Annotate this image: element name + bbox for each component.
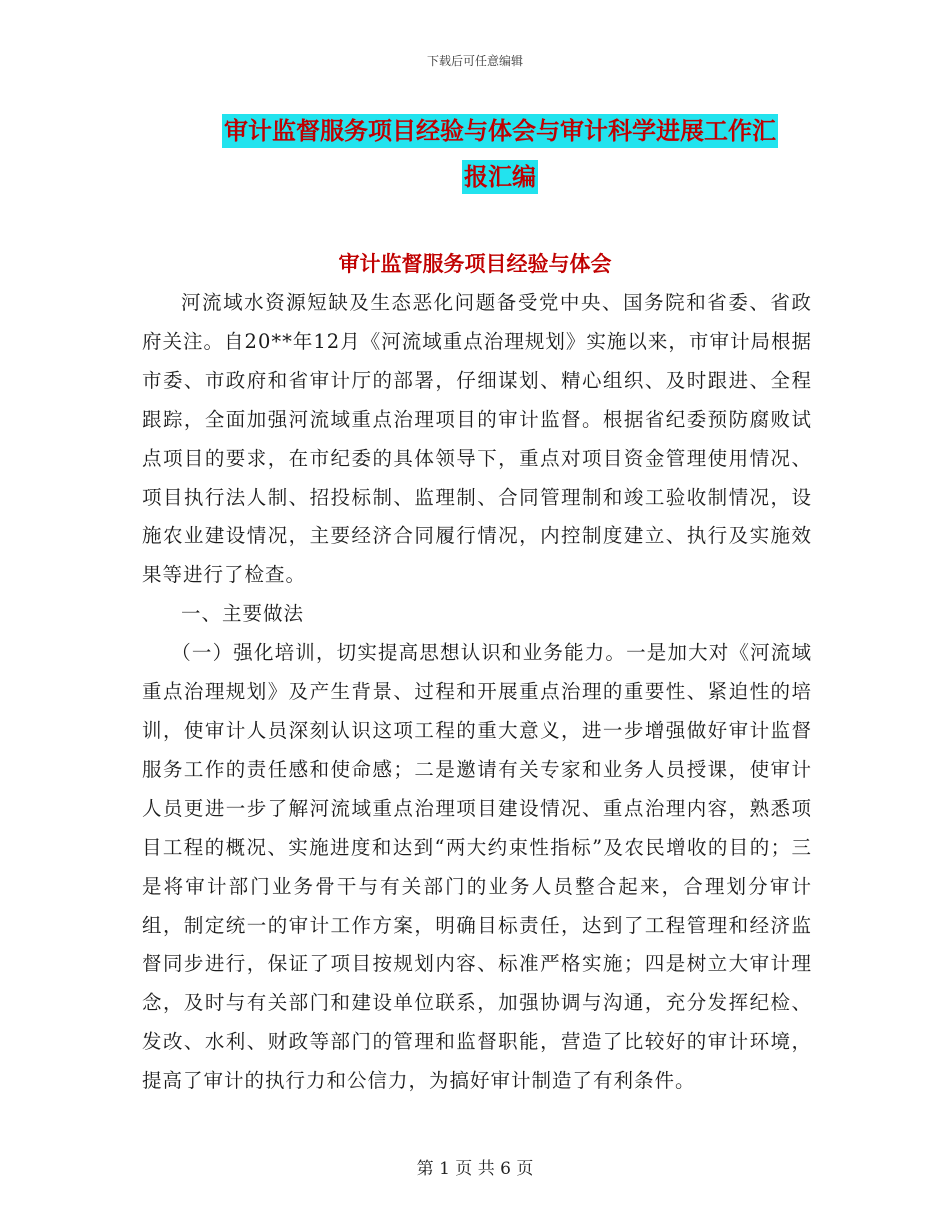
main-title xyxy=(190,108,810,200)
document-body xyxy=(142,284,812,1101)
header-note: 下载后可任意编辑 xyxy=(426,54,523,68)
paragraph-intro: 河流域水资源短缺及生态恶化问题备受党中央、国务院和省委、省政府关注。自20**年12月《河流域重点治理规划》实施以来，市审计局根据市委、市政府和省审计厅的部署，仔细谋划、精心组织、及时跟进、全程跟踪，全面加强河流域重点治理项目的审计监督。根据省纪委预防腐败试点项目的要求，在市纪委的具体领导下，重点对项目资金管理使用情况、项目执行法人制、招投标制、监理制、合同管理制和竣工验收制情况，设施农业建设情况，主要经济合同履行情况，内控制度建立、执行及实施效果等进行了检查。 xyxy=(142,291,812,587)
heading-main-practices: 一、主要做法 xyxy=(181,602,305,626)
main-title-line1: 审计监督服务项目经验与体会与审计科学进展工作汇 xyxy=(222,114,778,148)
paragraph-training: （一）强化培训，切实提高思想认识和业务能力。一是加大对《河流域重点治理规划》及产生背景、过程和开展重点治理的重要性、紧迫性的培训，使审计人员深刻认识这项工程的重大意义，进一步增强做好审计监督服务工作的责任感和使命感；二是邀请有关专家和业务人员授课，使审计人员更进一步了解河流域重点治理项目建设情况、重点治理内容，熟悉项目工程的概况、实施进度和达到“两大约束性指标”及农民增收的目的；三是将审计部门业务骨干与有关部门的业务人员整合起来，合理划分审计组，制定统一的审计工作方案，明确目标责任，达到了工程管理和经济监督同步进行，保证了项目按规划内容、标准严格实施；四是树立大审计理念，及时与有关部门和建设单位联系，加强协调与沟通，充分发挥纪检、发改、水利、财政等部门的管理和监督职能，营造了比较好的审计环境，提高了审计的执行力和公信力，为搞好审计制造了有利条件。 xyxy=(142,641,812,1093)
page-footer: 第 1 页 共 6 页 xyxy=(416,1159,534,1179)
main-title-line2: 报汇编 xyxy=(462,160,538,194)
section-title: 审计监督服务项目经验与体会 xyxy=(338,252,612,276)
